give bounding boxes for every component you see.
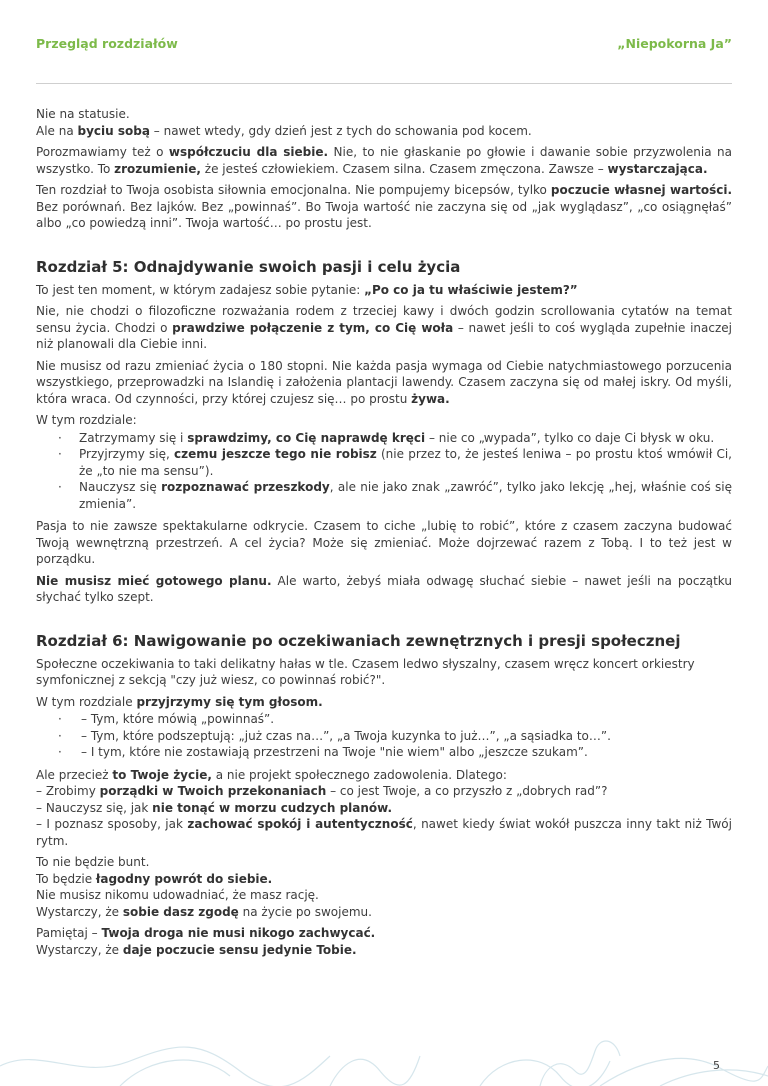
chapter-5-heading: Rozdział 5: Odnajdywanie swoich pasji i celu życia	[36, 257, 461, 276]
bold-span: przyjrzymy się tym głosom.	[136, 694, 323, 709]
ch6-closing-2	[36, 925, 732, 958]
page-header	[36, 36, 732, 51]
text-span: Nauczysz się	[79, 480, 162, 494]
ch6-dash-list	[36, 711, 732, 761]
text-span: , ale nie jako znak „zawróć”, tylko jako lekcję „hej, właśnie coś się zmienia”.	[79, 480, 733, 511]
text-span: Przyjrzymy się,	[79, 447, 175, 461]
ch5-paragraph-1	[36, 282, 732, 299]
bold-span: rozpoznawać przeszkody	[161, 480, 330, 494]
text-span: – nawet wtedy, gdy dzień jest z tych do schowania pod kocem.	[149, 123, 532, 138]
text-span: – co jest Twoje, a co przyszło z „dobrych rad”?	[326, 784, 608, 798]
intro-paragraph-1	[36, 106, 732, 139]
text-span: Zatrzymamy się i	[79, 430, 188, 445]
intro-line-a: Nie na statusie.	[36, 107, 130, 121]
bold-span: zachować spokój i autentyczność	[187, 817, 413, 831]
header-right-title: „Niepokorna Ja”	[617, 36, 732, 51]
text-span: To jest ten moment, w którym zadajesz sobie pytanie:	[36, 282, 365, 297]
ch5-paragraph-3	[36, 358, 732, 408]
bold-span: żywa.	[411, 391, 450, 406]
intro-paragraph-2	[36, 144, 732, 177]
decor-wave-line	[120, 1060, 230, 1086]
ch5-paragraph-4: Pasja to nie zawsze spektakularne odkrycie. Czasem to ciche „lubię to robić”, które z czasem zaczyna budować Twoją wewnętrzną przestrzeń. A cel życia? Może się zmieniać. Może dojrzewać razem z Tobą. I to też jest w porządku.	[36, 519, 732, 566]
text-span: Nie musisz nikomu udowadniać, że masz rację.	[36, 888, 319, 902]
page-number: 5	[713, 1059, 720, 1072]
text-span: Ale na	[36, 123, 78, 138]
list-item: · – Tym, które mówią „powinnaś”.	[36, 711, 732, 728]
text-span: Ten rozdział to Twoja osobista siłownia emocjonalna. Nie pompujemy bicepsów, tylko	[36, 183, 551, 197]
list-item	[36, 430, 732, 447]
bold-span: nie tonąć w morzu cudzych planów.	[152, 800, 393, 815]
text-span: Nie, to nie głaskanie po głowie i dawanie sobie przyzwolenia na wszystko. To	[36, 145, 732, 176]
text-span: na życie po swojemu.	[238, 904, 372, 919]
bold-span: daje poczucie sensu jedynie Tobie.	[122, 942, 357, 957]
ch5-bullet-list	[36, 430, 732, 513]
bold-span: Nie musisz mieć gotowego planu.	[36, 573, 272, 588]
page-content	[36, 106, 732, 963]
text-span: – Nauczysz się, jak	[36, 800, 153, 815]
text-span: To nie będzie bunt.	[36, 855, 150, 869]
bold-span: prawdziwe połączenie z tym, co Cię woła	[172, 320, 454, 335]
decor-wave-line	[0, 1047, 330, 1086]
bold-span: współczuciu dla siebie.	[168, 145, 329, 159]
text-span: Pamiętaj –	[36, 926, 102, 940]
ch6-closing-1	[36, 854, 732, 920]
ch6-paragraph-3	[36, 767, 732, 850]
text-span: – nawet jeśli to coś wygląda zupełnie inaczej niż planowali dla Ciebie inni.	[36, 320, 732, 351]
text-span: – Zrobimy	[36, 784, 100, 798]
bold-span: „Po co ja tu właściwie jestem?”	[364, 282, 578, 297]
list-item	[36, 479, 732, 512]
bold-span: porządki w Twoich przekonaniach	[99, 784, 327, 798]
bold-span: Twoja droga nie musi nikogo zachwycać.	[101, 926, 376, 940]
bold-span: wystarczająca.	[607, 161, 708, 176]
bold-span: sprawdzimy, co Cię naprawdę kręci	[187, 430, 426, 445]
list-item	[36, 446, 732, 479]
text-span: – I poznasz sposoby, jak	[36, 817, 188, 831]
bold-span: byciu sobą	[77, 123, 150, 138]
text-span: , nawet kiedy świat wokół puszcza inny takt niż Twój rytm.	[36, 817, 732, 848]
text-span: W tym rozdziale	[36, 694, 137, 709]
bold-span: czemu jeszcze tego nie robisz	[174, 447, 377, 461]
text-span: – nie co „wypada”, tylko co daje Ci błysk w oku.	[425, 430, 715, 445]
decor-wave-line	[330, 1056, 420, 1086]
text-span: Wystarczy, że	[36, 942, 123, 957]
intro-paragraph-3	[36, 182, 732, 232]
ch5-paragraph-5	[36, 573, 732, 606]
text-span: Nie musisz od razu zmieniać życia o 180 stopni. Nie każda pasja wymaga od Ciebie natychmiastowego porzucenia wszystkiego, przeprowadzki na Islandię i założenia plantacji lawendy. Czasem zaczyna się od małej iskry. Od myśli, która wraca. Od czynności, przy której czujesz się… po prostu	[36, 358, 732, 406]
list-item: · – I tym, które nie zostawiają przestrzeni na Twoje "nie wiem" albo „jeszcze szukam”.	[36, 744, 732, 761]
decor-wave-line	[540, 1041, 620, 1086]
ch6-paragraph-1: Społeczne oczekiwania to taki delikatny hałas w tle. Czasem ledwo słyszalny, czasem wręcz koncert orkiestry symfonicznej z sekcją "czy już wiesz, co powinnaś robić?".	[36, 656, 695, 687]
bold-span: sobie dasz zgodę	[122, 904, 239, 919]
text-span: że jesteś człowiekiem. Czasem silna. Czasem zmęczona. Zawsze –	[200, 161, 608, 176]
chapter-6-heading: Rozdział 6: Nawigowanie po oczekiwaniach zewnętrznych i presji społecznej	[36, 631, 681, 650]
bold-span: łagodny powrót do siebie.	[95, 871, 273, 886]
text-span: Ale warto, żebyś miała odwagę słuchać siebie – nawet jeśli na początku słychać tylko szept.	[36, 573, 732, 604]
bold-span: poczucie własnej wartości.	[550, 183, 733, 197]
text-span: (nie przez to, że jesteś leniwa – po prostu ktoś wmówił Ci, że „to nie ma sensu”).	[79, 447, 732, 478]
bold-span: zrozumienie,	[114, 161, 201, 176]
footer-wave-decoration	[0, 1026, 768, 1086]
decor-wave-line	[600, 1058, 768, 1086]
text-span: To będzie	[36, 871, 96, 886]
header-left-title: Przegląd rozdziałów	[36, 36, 178, 51]
ch5-list-intro: W tym rozdziale:	[36, 413, 137, 427]
decor-wave-line	[660, 1070, 768, 1086]
text-span: Nie, nie chodzi o filozoficzne rozważania rodem z trzeciej kawy i dwóch godzin scrollowania cytatów na temat sensu życia. Chodzi o	[36, 304, 732, 335]
list-item: · – Tym, które podszeptują: „już czas na…”, „a Twoja kuzynka to już…”, „a sąsiadka to…”.	[36, 728, 732, 745]
ch5-paragraph-2	[36, 303, 732, 353]
text-span: a nie projekt społecznego zadowolenia. Dlatego:	[211, 767, 507, 782]
header-divider	[36, 83, 732, 84]
text-span: Wystarczy, że	[36, 904, 123, 919]
text-span: Porozmawiamy też o	[36, 145, 169, 159]
text-span: Ale przecież	[36, 767, 113, 782]
bold-span: to Twoje życie,	[112, 767, 212, 782]
text-span: Bez porównań. Bez lajków. Bez „powinnaś”. Bo Twoja wartość nie zaczyna się od „jak wyglądasz”, „co osiągnęłaś” albo „co powiedzą inni”. Twoja wartość… po prostu jest.	[36, 199, 732, 230]
ch6-paragraph-2	[36, 694, 732, 711]
